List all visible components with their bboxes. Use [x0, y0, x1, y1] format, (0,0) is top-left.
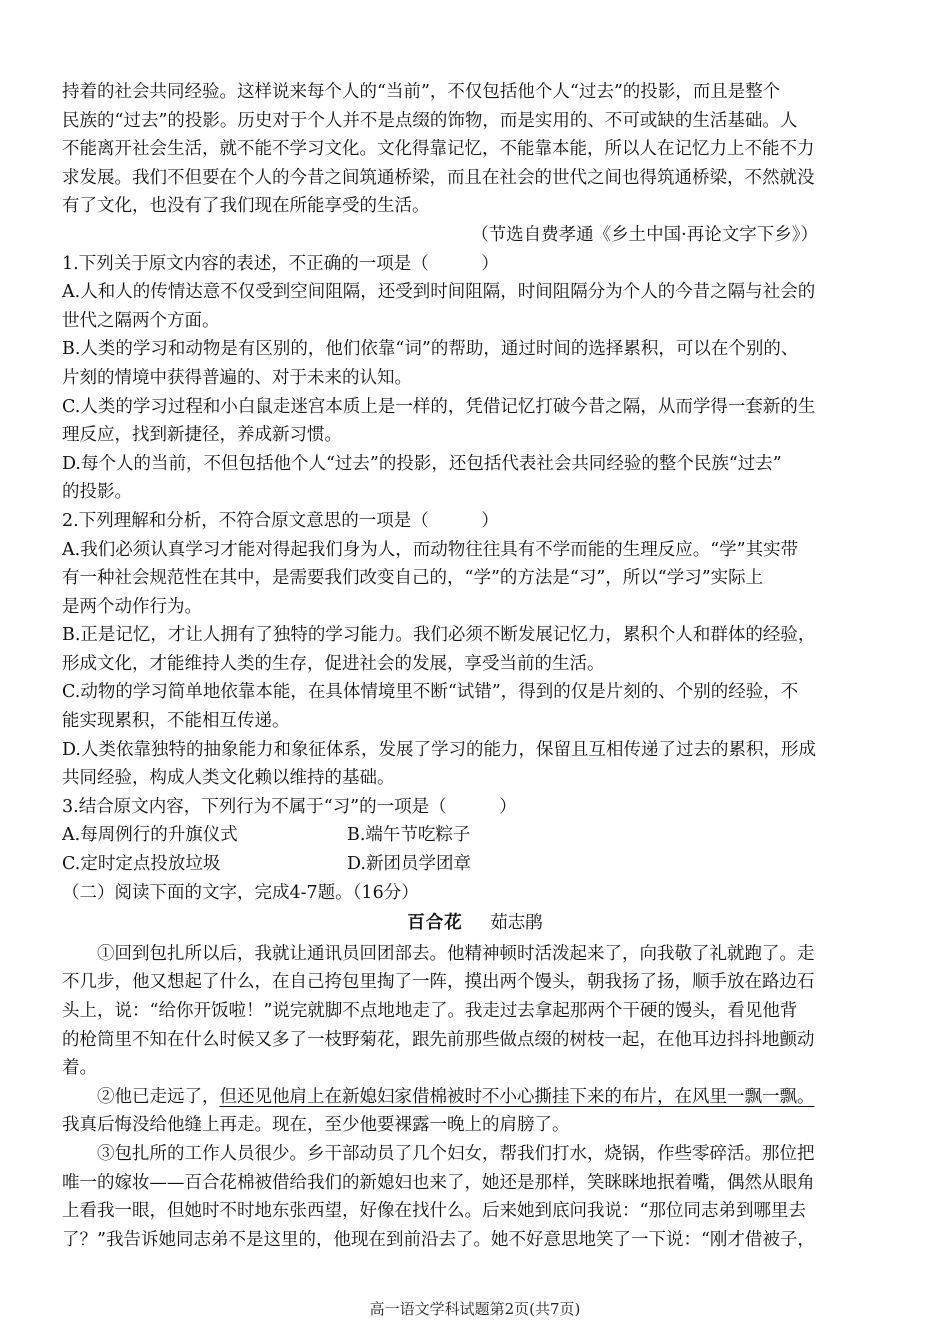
option-c-cont: 理反应，找到新捷径，养成新习惯。	[62, 425, 342, 446]
option-b: B.端午节吃粽子	[347, 825, 471, 846]
option-c: C.人类的学习过程和小白鼠走迷宫本质上是一样的，凭借记忆打破今昔之隔，从而学得一套新的生	[62, 396, 816, 417]
text-line: ①回到包扎所以后，我就让通讯员回团部去。他精神顿时活泼起来了，向我敬了礼就跑了。走	[97, 943, 815, 964]
text-line: 求发展。我们不但要在个人的今昔之间筑通桥梁，而且在社会的世代之间也得筑通桥梁，不然就没	[62, 167, 815, 188]
text-line: 不能离开社会生活，就不能不学习文化。文化得靠记忆，不能靠本能，所以人在记忆力上不能不力	[62, 139, 815, 160]
option-b-cont: 形成文化，才能维持人类的生存，促进社会的发展，享受当前的生活。	[62, 653, 605, 674]
text-line: 唯一的嫁妆——百合花棉被借给我们的新媳妇也来了，她还是那样，笑眯眯地抿着嘴，偶然从眼角	[62, 1172, 815, 1193]
story-paragraph-3	[62, 1140, 888, 1254]
option-a: A.人和人的传情达意不仅受到空间阻隔，还受到时间阻隔，时间阻隔分为个人的今昔之隔与社会的	[62, 282, 816, 303]
option-b: B.人类的学习和动物是有区别的，他们依靠“词”的帮助，通过时间的选择累积，可以在个别的、	[62, 339, 799, 360]
option-a: A.我们必须认真学习才能对得起我们身为人，而动物往往具有不学而能的生理反应。“学”其实带	[62, 539, 799, 560]
text-line: 不几步，他又想起了什么，在自己挎包里掏了一阵，摸出两个馒头，朝我扬了扬，顺手放在路边石	[62, 972, 815, 993]
option-a-cont: 世代之隔两个方面。	[62, 310, 220, 331]
option-a-cont: 有一种社会规范性在其中，是需要我们改变自己的，“学”的方法是“习”，所以“学习”实际上	[62, 568, 764, 589]
options-row	[62, 821, 888, 850]
text-line: 了？”我告诉她同志弟不是这里的，他现在到前沿去了。她不好意思地笑了一下说：“刚才借被子，	[62, 1229, 815, 1250]
option-d: D.每个人的当前，不但包括他个人“过去”的投影，还包括代表社会共同经验的整个民族“过去”	[62, 453, 782, 474]
option-c: C.定时定点投放垃圾	[62, 854, 221, 875]
passage1-tail	[62, 78, 888, 221]
section-heading: （二）阅读下面的文字，完成4-7题。（16分）	[62, 882, 419, 903]
story-title: 百合花	[407, 913, 463, 934]
option-b-cont: 片刻的情境中获得普遍的、对于未来的认知。	[62, 367, 412, 388]
text-line: 持着的社会共同经验。这样说来每个人的“当前”，不仅包括他个人“过去”的投影，而且是整个	[62, 82, 781, 102]
question-3	[62, 793, 888, 879]
option-d: D.人类依靠独特的抽象能力和象征体系，发展了学习的能力，保留且互相传递了过去的累积，形成	[62, 739, 816, 760]
question-stem: 2.下列理解和分析，不符合原文意思的一项是（ ）	[62, 510, 499, 531]
text-line: 头上，说：“给你开饭啦！”说完就脚不点地地走了。我走过去拿起那两个干硬的馒头，看见他背	[62, 1001, 798, 1021]
option-d-cont: 共同经验，构成人类文化赖以维持的基础。	[62, 768, 395, 789]
text-line: 着。	[62, 1058, 97, 1079]
text-line: 民族的“过去”的投影。历史对于个人并不是点缀的饰物，而是实用的、不可或缺的生活基础。人	[62, 110, 798, 131]
question-2	[62, 507, 888, 793]
text-line: 我真后悔没给他缝上再走。现在，至少他要裸露一晚上的肩膀了。	[62, 1115, 570, 1136]
option-a-cont: 是两个动作行为。	[62, 596, 202, 617]
options-row	[62, 850, 888, 879]
option-d-cont: 的投影。	[62, 482, 132, 503]
underlined-sentence: 但还见他肩上在新媳妇家借棉被时不小心撕挂下来的布片，在风里一飘一飘。	[219, 1086, 815, 1107]
option-a: A.每周例行的升旗仪式	[62, 825, 238, 846]
text-line: 的枪筒里不知在什么时候又多了一枝野菊花，跟先前那些做点缀的树枝一起，在他耳边抖抖地颤动	[62, 1029, 815, 1050]
story-title-line	[62, 909, 888, 938]
text-line: 有了文化，也没有了我们现在所能享受的生活。	[62, 196, 430, 217]
text-line: 上看我一眼，但她时不时地东张西望，好像在找什么。后来她到底问我说：“那位同志弟到哪里去	[62, 1201, 806, 1222]
story-paragraph-1	[62, 940, 888, 1083]
text-line	[62, 1083, 888, 1112]
para2-prefix: ②他已走远了，	[97, 1086, 220, 1107]
option-d: D.新团员学团章	[347, 854, 471, 875]
page-content	[62, 78, 888, 1254]
question-1	[62, 250, 888, 507]
source-citation: （节选自费孝通《乡土中国·再论文字下乡》）	[471, 224, 818, 245]
question-stem: 1.下列关于原文内容的表述，不正确的一项是（ ）	[62, 253, 499, 274]
text-line: ③包扎所的工作人员很少。乡干部动员了几个妇女，帮我们打水，烧锅，作些零碎活。那位把	[97, 1143, 815, 1164]
option-c: C.动物的学习简单地依靠本能，在具体情境里不断“试错”，得到的仅是片刻的、个别的经验，不	[62, 682, 799, 703]
page-footer: 高一语文学科试题第2页(共7页)	[369, 1300, 581, 1318]
story-author: 茹志鹃	[490, 913, 543, 934]
option-b: B.正是记忆，才让人拥有了独特的学习能力。我们必须不断发展记忆力，累积个人和群体的经验，	[62, 625, 816, 646]
option-c-cont: 能实现累积，不能相互传递。	[62, 711, 290, 732]
question-stem: 3.结合原文内容，下列行为不属于“习”的一项是（ ）	[62, 796, 517, 817]
story-paragraph-2	[62, 1083, 888, 1140]
